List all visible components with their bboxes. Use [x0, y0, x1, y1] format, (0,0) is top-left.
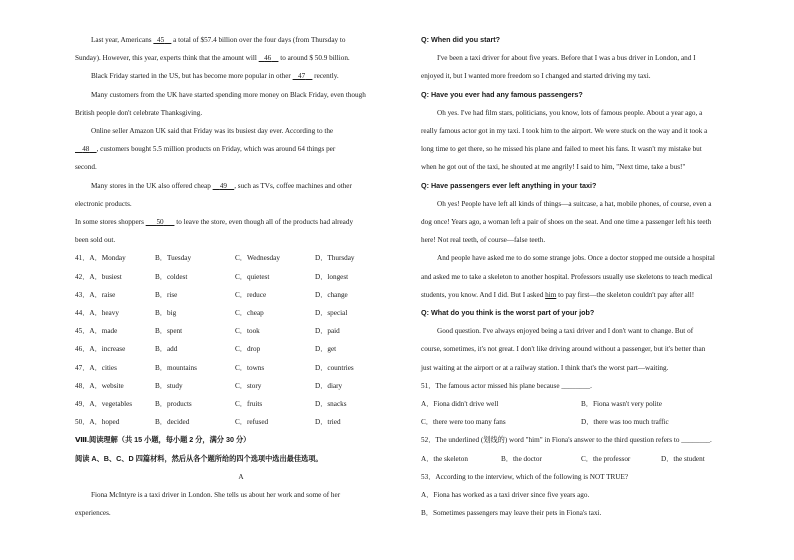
paragraph: 48 , customers bought 5.5 million products on Friday, which was around 64 things per	[75, 140, 407, 158]
option-50-c: C．refused	[235, 418, 269, 427]
option-50-n: 50．A．hoped	[75, 418, 120, 427]
option-45-c: C．took	[235, 327, 260, 336]
paragraph: and asked me to take a skeleton to another hospital. Professors usually use skeletons to teach medical	[421, 272, 713, 281]
option-42-b: B．coldest	[155, 272, 188, 281]
paragraph: British people don't celebrate Thanksgiving.	[75, 108, 203, 117]
option-45-b: B．spent	[155, 327, 183, 336]
right-column	[421, 31, 752, 522]
option-47-n: 47．A．cities	[75, 363, 117, 372]
paragraph: Many stores in the UK also offered cheap 49 , such as TVs, coffee machines and other	[91, 181, 352, 190]
option-row	[75, 395, 407, 413]
paragraph: And people have asked me to do some strange jobs. Once a doctor stopped me outside a hospital	[437, 254, 715, 263]
option-44-b: B．big	[155, 309, 177, 318]
paragraph: Sunday). However, this year, experts think that the amount will 46 to around $ 50.9 billion.	[75, 54, 350, 63]
question-53: 53．According to the interview, which of the following is NOT TRUE?	[421, 472, 629, 481]
paragraph: when he got out of the taxi, he shouted at me angrily! I said to him, "Next time, take a bus!"	[421, 163, 686, 172]
option-50-b: B．decided	[155, 418, 190, 427]
paragraph: experiences.	[75, 509, 111, 518]
option-43-b: B．rise	[155, 290, 178, 299]
option-51b: B．Fiona wasn't very polite	[581, 400, 662, 409]
paragraph: Good question. I've always enjoyed being a taxi driver and I don't want to change. But of	[437, 327, 694, 336]
option-51c: C．there were too many fans	[421, 418, 506, 427]
section-heading: Ⅷ.阅读理解（共 15 小题，每小题 2 分，满分 30 分）	[75, 435, 251, 445]
option-52c: C．the professor	[581, 454, 631, 463]
blank-50: 50	[156, 218, 164, 227]
option-46-b: B．add	[155, 345, 178, 354]
paragraph: enjoyed it, but I wanted more freedom so I changed and started driving my taxi.	[421, 72, 651, 81]
question-51: 51．The famous actor missed his plane because ________.	[421, 381, 592, 390]
option-42-n: 42．A．busiest	[75, 272, 122, 281]
blank-48: 48	[82, 145, 90, 154]
option-48-c: C．story	[235, 381, 262, 390]
option-44-n: 44．A．heavy	[75, 309, 119, 318]
paragraph: dog once! Years ago, a woman left a pair of shoes on the seat. And one time a passenger left his teeth	[421, 218, 712, 227]
left-column	[75, 31, 407, 522]
paragraph: Last year, Americans 45 a total of $57.4 billion over the four days (from Thursday to	[91, 36, 346, 44]
option-row	[75, 268, 407, 286]
option-46-n: 46．A．increase	[75, 345, 126, 354]
option-46-d: D．get	[315, 345, 337, 354]
blank-45: 45	[156, 36, 165, 44]
option-47-c: C．towns	[235, 363, 265, 372]
option-52d: D．the student	[661, 454, 705, 463]
paragraph: Fiona McIntyre is a taxi driver in London. She tells us about her work and some of her	[91, 491, 341, 500]
blank-47: 47	[298, 72, 306, 81]
paragraph: Many customers from the UK have started spending more money on Black Friday, even though	[91, 90, 366, 99]
option-row	[75, 377, 407, 395]
paragraph: really famous actor got in my taxi. I took him to the airport. We were stuck on the way and it took a	[421, 127, 708, 136]
option-53b: B．Sometimes passengers may leave their pets in Fiona's taxi.	[421, 509, 602, 518]
option-48-d: D．diary	[315, 381, 343, 390]
paragraph: Black Friday started in the US, but has become more popular in other 47 recently.	[91, 72, 339, 81]
option-43-c: C．reduce	[235, 290, 267, 299]
option-44-c: C．cheap	[235, 309, 264, 318]
option-41-n: 41．A．Monday	[75, 254, 126, 263]
paragraph: In some stores shoppers 50 to leave the store, even though all of the products had already	[75, 218, 354, 227]
option-43-d: D．change	[315, 290, 348, 299]
interview-question: Q: What do you think is the worst part of your job?	[421, 308, 595, 318]
paragraph: here! Not real teeth, of course—false teeth.	[421, 236, 546, 245]
interview-question: Q: Have passengers ever left anything in your taxi?	[421, 180, 597, 190]
option-41-c: C．Wednesday	[235, 254, 280, 263]
option-row	[75, 286, 407, 304]
option-47-d: D．countries	[315, 363, 354, 372]
option-47-b: B．mountains	[155, 363, 197, 372]
paragraph: long time to get there, so he missed his plane and failed to meet his fans. It wasn't my mistake but	[421, 145, 702, 154]
option-50-d: D．tried	[315, 418, 341, 427]
option-49-b: B．products	[155, 400, 192, 409]
option-48-b: B．study	[155, 381, 183, 390]
paragraph: I've been a taxi driver for about five years. Before that I was a bus driver in London, and I	[437, 54, 696, 63]
option-row	[75, 340, 407, 358]
paragraph: Online seller Amazon UK said that Friday was its busiest day ever. According to the	[91, 127, 334, 136]
option-46-c: C．drop	[235, 345, 261, 354]
option-row	[75, 322, 407, 340]
option-49-d: D．snacks	[315, 400, 347, 409]
underlined-word-him: him	[545, 290, 557, 299]
paragraph: students, you know. And I did. But I asked him to pay first—the skeleton couldn't pay after all!	[421, 290, 695, 299]
option-45-d: D．paid	[315, 327, 340, 336]
option-row	[421, 413, 752, 431]
option-41-d: D．Thursday	[315, 254, 355, 263]
option-49-c: C．fruits	[235, 400, 263, 409]
option-51d: D．there was too much traffic	[581, 418, 669, 427]
interview-question: Q: When did you start?	[421, 35, 501, 44]
passage-letter: A	[238, 472, 244, 481]
option-44-d: D．special	[315, 309, 348, 318]
option-43-n: 43．A．raise	[75, 290, 116, 299]
option-row	[75, 249, 407, 267]
option-row	[421, 395, 752, 413]
option-45-n: 45．A．made	[75, 327, 118, 336]
paragraph: course, sometimes, it's not great. I don't like driving around without a passenger, but it's better than	[421, 345, 706, 354]
option-row	[421, 450, 752, 468]
blank-49: 49	[219, 181, 227, 190]
option-53a: A．Fiona has worked as a taxi driver since five years ago.	[421, 491, 590, 500]
option-42-c: C．quietest	[235, 272, 270, 281]
option-row	[75, 359, 407, 377]
option-48-n: 48．A．website	[75, 381, 124, 390]
paragraph: Oh yes. I've had film stars, politicians, you know, lots of famous people. About a year ago, a	[437, 108, 703, 117]
option-42-d: D．longest	[315, 272, 349, 281]
option-49-n: 49．A．vegetables	[75, 400, 133, 409]
option-52b: B．the doctor	[501, 454, 542, 463]
question-52: 52．The underlined (划线的) word "him" in Fiona's answer to the third question refers to ________.	[421, 436, 712, 445]
paragraph: just waiting at the airport or at a railway station. I think that's the worst part—waiting.	[421, 363, 669, 372]
blank-46: 46	[264, 54, 272, 63]
paragraph: electronic products.	[75, 199, 132, 208]
options-list	[75, 249, 407, 431]
option-51a: A．Fiona didn't drive well	[421, 400, 499, 409]
interview-question: Q: Have you ever had any famous passengers?	[421, 89, 583, 99]
paragraph: Oh yes! People have left all kinds of things—a suitcase, a hat, mobile phones, of course, even a	[437, 199, 712, 208]
paragraph: been sold out.	[75, 236, 116, 245]
option-41-b: B．Tuesday	[155, 254, 192, 263]
paragraph: second.	[75, 163, 97, 172]
option-row	[75, 413, 407, 431]
option-row	[75, 304, 407, 322]
option-52a: A．the skeleton	[421, 454, 468, 463]
section-instruction: 阅读 A、B、C、D 四篇材料，然后从各个题所给的四个选项中选出最佳选项。	[75, 453, 323, 463]
